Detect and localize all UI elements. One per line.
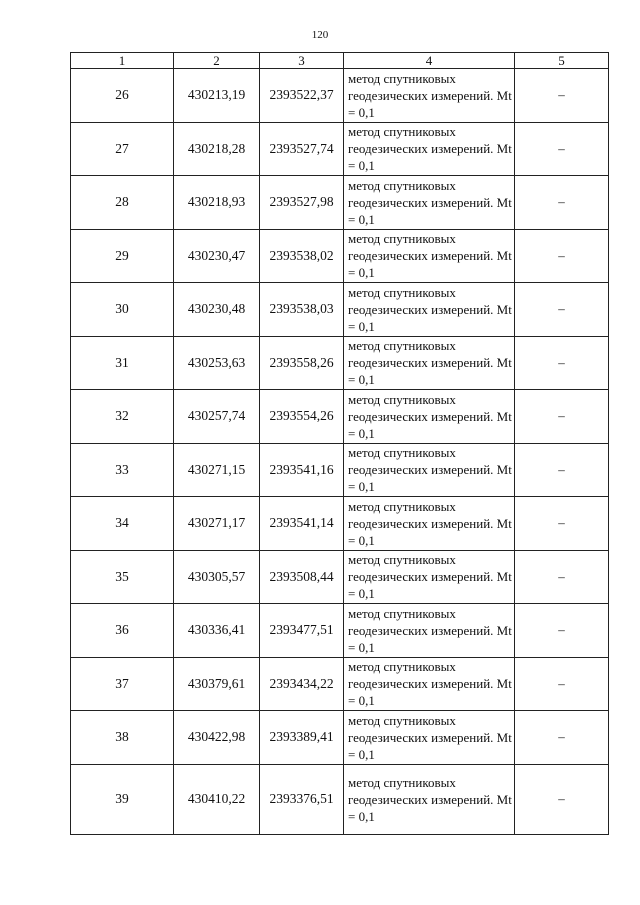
method-cell: метод спутниковых геодезических измерений. Mt = 0,1 [344,657,515,711]
note-cell: – [515,657,609,711]
table-row [71,711,609,765]
x-coordinate-cell: 430257,74 [174,390,260,444]
y-coordinate-cell: 2393527,74 [260,122,344,176]
point-number-cell: 30 [71,283,174,337]
table-row [71,550,609,604]
point-number-cell: 36 [71,604,174,658]
note-cell: – [515,711,609,765]
table-header-row [71,53,609,69]
x-coordinate-cell: 430271,15 [174,443,260,497]
method-cell: метод спутниковых геодезических измерений. Mt = 0,1 [344,229,515,283]
y-coordinate-cell: 2393554,26 [260,390,344,444]
y-coordinate-cell: 2393477,51 [260,604,344,658]
table-row [71,390,609,444]
point-number-cell: 31 [71,336,174,390]
method-cell: метод спутниковых геодезических измерений. Mt = 0,1 [344,550,515,604]
table-row [71,122,609,176]
point-number-cell: 28 [71,176,174,230]
method-cell: метод спутниковых геодезических измерений. Mt = 0,1 [344,443,515,497]
point-number-cell: 35 [71,550,174,604]
coordinates-table [70,52,609,835]
method-cell: метод спутниковых геодезических измерений. Mt = 0,1 [344,176,515,230]
y-coordinate-cell: 2393541,16 [260,443,344,497]
method-cell: метод спутниковых геодезических измерений. Mt = 0,1 [344,711,515,765]
y-coordinate-cell: 2393538,02 [260,229,344,283]
point-number-cell: 34 [71,497,174,551]
x-coordinate-cell: 430305,57 [174,550,260,604]
y-coordinate-cell: 2393538,03 [260,283,344,337]
y-coordinate-cell: 2393434,22 [260,657,344,711]
method-cell: метод спутниковых геодезических измерений. Mt = 0,1 [344,764,515,834]
y-coordinate-cell: 2393522,37 [260,69,344,123]
column-header-1: 1 [71,53,174,69]
note-cell: – [515,69,609,123]
y-coordinate-cell: 2393527,98 [260,176,344,230]
method-cell: метод спутниковых геодезических измерений. Mt = 0,1 [344,283,515,337]
x-coordinate-cell: 430218,28 [174,122,260,176]
point-number-cell: 26 [71,69,174,123]
table-row [71,336,609,390]
method-cell: метод спутниковых геодезических измерений. Mt = 0,1 [344,336,515,390]
page-number: 120 [311,29,329,41]
point-number-cell: 38 [71,711,174,765]
table-row [71,283,609,337]
method-cell: метод спутниковых геодезических измерений. Mt = 0,1 [344,604,515,658]
point-number-cell: 37 [71,657,174,711]
x-coordinate-cell: 430230,47 [174,229,260,283]
x-coordinate-cell: 430253,63 [174,336,260,390]
x-coordinate-cell: 430230,48 [174,283,260,337]
table-row [71,229,609,283]
table-row [71,764,609,834]
y-coordinate-cell: 2393376,51 [260,764,344,834]
x-coordinate-cell: 430422,98 [174,711,260,765]
method-cell: метод спутниковых геодезических измерений. Mt = 0,1 [344,69,515,123]
y-coordinate-cell: 2393389,41 [260,711,344,765]
table-row [71,176,609,230]
table-row [71,497,609,551]
column-header-3: 3 [260,53,344,69]
note-cell: – [515,336,609,390]
note-cell: – [515,390,609,444]
x-coordinate-cell: 430410,22 [174,764,260,834]
table-row [71,657,609,711]
note-cell: – [515,604,609,658]
x-coordinate-cell: 430213,19 [174,69,260,123]
y-coordinate-cell: 2393541,14 [260,497,344,551]
table-row [71,604,609,658]
note-cell: – [515,283,609,337]
x-coordinate-cell: 430336,41 [174,604,260,658]
method-cell: метод спутниковых геодезических измерений. Mt = 0,1 [344,390,515,444]
table-row [71,69,609,123]
point-number-cell: 27 [71,122,174,176]
point-number-cell: 29 [71,229,174,283]
note-cell: – [515,229,609,283]
column-header-4: 4 [344,53,515,69]
table-row [71,443,609,497]
table-body [71,69,609,835]
note-cell: – [515,497,609,551]
x-coordinate-cell: 430218,93 [174,176,260,230]
note-cell: – [515,122,609,176]
point-number-cell: 33 [71,443,174,497]
x-coordinate-cell: 430271,17 [174,497,260,551]
method-cell: метод спутниковых геодезических измерений. Mt = 0,1 [344,122,515,176]
note-cell: – [515,176,609,230]
note-cell: – [515,764,609,834]
method-cell: метод спутниковых геодезических измерений. Mt = 0,1 [344,497,515,551]
note-cell: – [515,443,609,497]
column-header-5: 5 [515,53,609,69]
point-number-cell: 39 [71,764,174,834]
y-coordinate-cell: 2393508,44 [260,550,344,604]
x-coordinate-cell: 430379,61 [174,657,260,711]
point-number-cell: 32 [71,390,174,444]
note-cell: – [515,550,609,604]
y-coordinate-cell: 2393558,26 [260,336,344,390]
column-header-2: 2 [174,53,260,69]
